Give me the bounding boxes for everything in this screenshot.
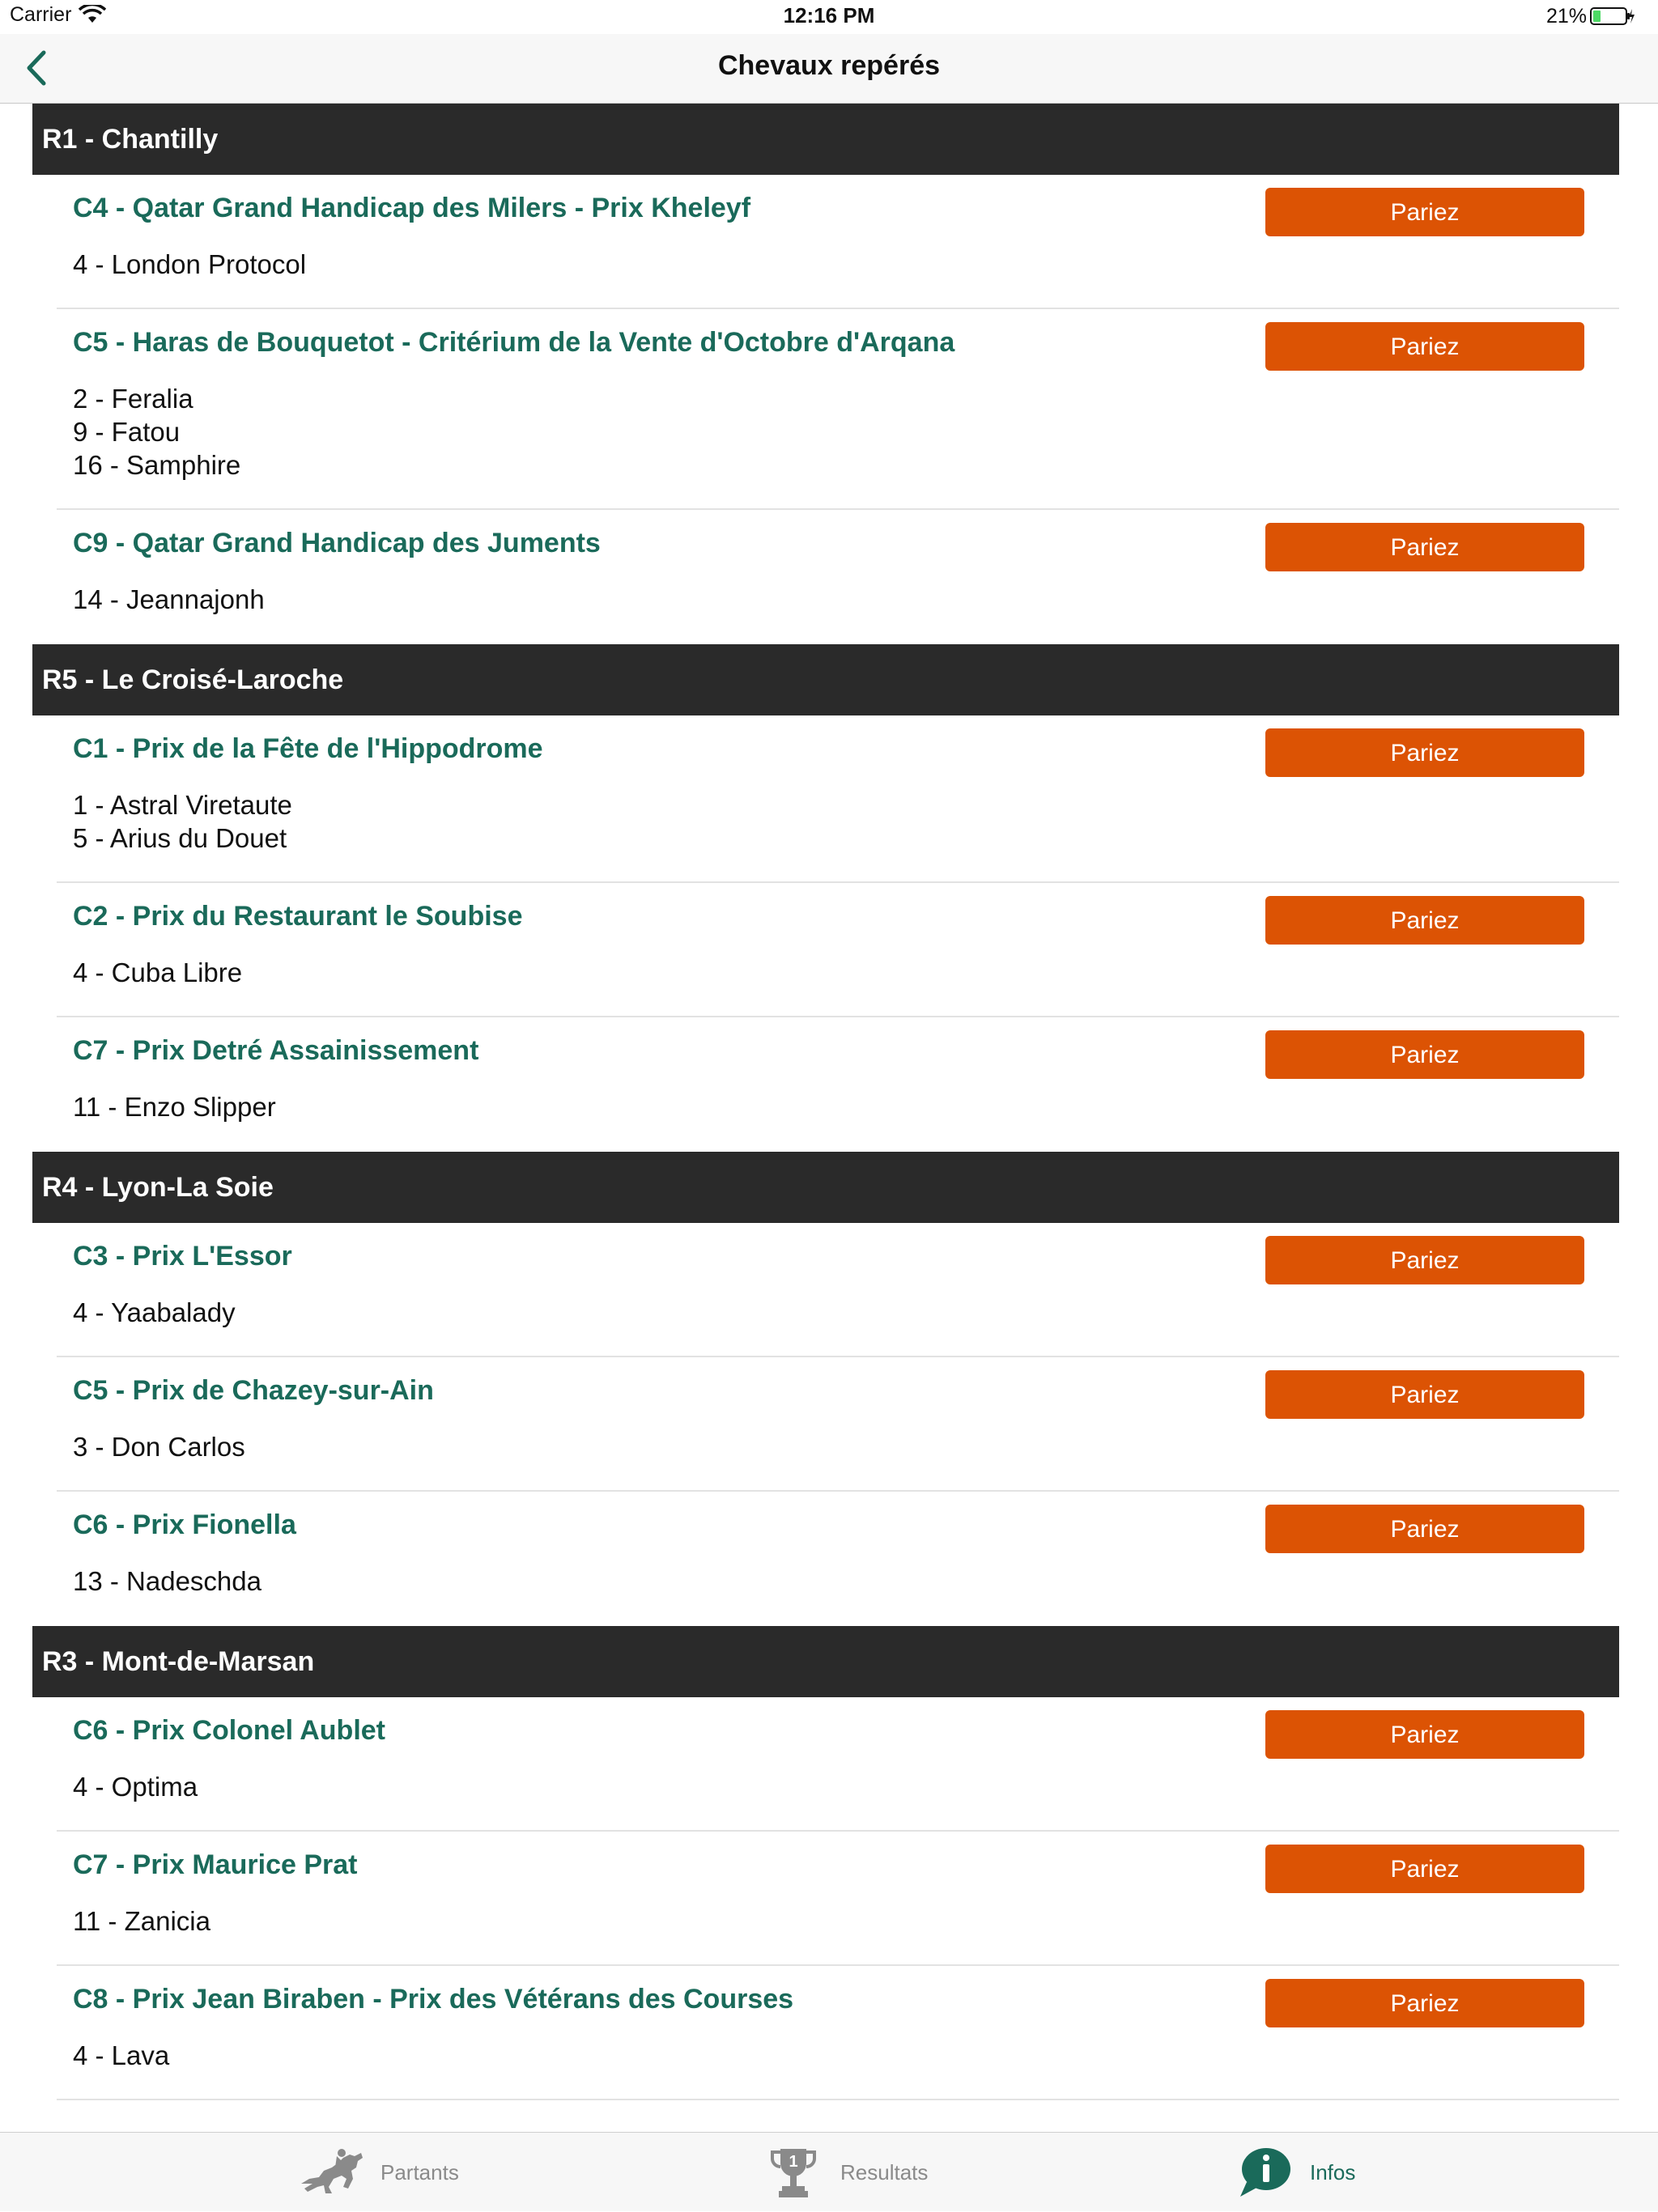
race-row — [57, 175, 1619, 309]
pariez-button[interactable]: Pariez — [1265, 1979, 1584, 2027]
horse-list — [73, 1296, 236, 1329]
pariez-button[interactable]: Pariez — [1265, 523, 1584, 571]
horse-list — [73, 1090, 276, 1123]
tab-label: Resultats — [840, 2159, 929, 2184]
horse-list — [73, 1430, 245, 1463]
trophy-icon — [769, 2146, 818, 2199]
horse-entry: 4 - Yaabalady — [73, 1297, 236, 1327]
race-row — [57, 1017, 1619, 1152]
horse-entry: 9 - Fatou — [73, 417, 181, 447]
trophy-badge: 1 — [789, 2153, 798, 2171]
tab-partants[interactable] — [296, 2133, 459, 2212]
race-title[interactable]: C6 - Prix Colonel Aublet — [73, 1715, 386, 1746]
horse-entry: 4 - Optima — [73, 1772, 198, 1802]
meeting-header: R1 - Chantilly — [32, 104, 1619, 175]
race-title[interactable]: C2 - Prix du Restaurant le Soubise — [73, 901, 523, 932]
tab-infos[interactable] — [1239, 2133, 1355, 2212]
pariez-button[interactable]: Pariez — [1265, 1505, 1584, 1553]
pariez-button[interactable]: Pariez — [1265, 188, 1584, 236]
horse-list — [73, 1770, 198, 1803]
pariez-button[interactable]: Pariez — [1265, 1710, 1584, 1759]
horse-entry: 4 - London Protocol — [73, 249, 307, 279]
horse-entry: 4 - Cuba Libre — [73, 957, 243, 987]
horse-list — [73, 2039, 169, 2072]
race-title[interactable]: C5 - Prix de Chazey-sur-Ain — [73, 1375, 434, 1406]
race-row — [57, 1697, 1619, 1832]
horse-entry: 11 - Enzo Slipper — [73, 1092, 276, 1122]
horse-list — [73, 1904, 210, 1938]
tab-bar — [0, 2132, 1658, 2211]
race-row — [57, 309, 1619, 510]
horse-entry: 16 - Samphire — [73, 450, 241, 480]
meeting-header: R4 - Lyon-La Soie — [32, 1152, 1619, 1223]
race-title[interactable]: C7 - Prix Maurice Prat — [73, 1849, 358, 1880]
race-row — [57, 1832, 1619, 1966]
race-row — [57, 1223, 1619, 1357]
tab-resultats[interactable] — [769, 2133, 928, 2212]
race-title[interactable]: C5 - Haras de Bouquetot - Critérium de la Vente d'Octobre d'Arqana — [73, 327, 955, 358]
status-bar — [0, 0, 1658, 34]
horse-entry: 2 - Feralia — [73, 384, 193, 414]
pariez-button[interactable]: Pariez — [1265, 1845, 1584, 1893]
pariez-button[interactable]: Pariez — [1265, 728, 1584, 777]
horse-entry: 14 - Jeannajonh — [73, 584, 265, 614]
race-title[interactable]: C9 - Qatar Grand Handicap des Juments — [73, 528, 601, 558]
race-list — [32, 104, 1619, 2100]
horse-list — [73, 248, 306, 281]
pariez-button[interactable]: Pariez — [1265, 1030, 1584, 1079]
race-title[interactable]: C3 - Prix L'Essor — [73, 1241, 292, 1272]
pariez-button[interactable]: Pariez — [1265, 896, 1584, 945]
navigation-bar — [0, 34, 1658, 104]
horse-entry: 1 - Astral Viretaute — [73, 790, 292, 820]
pariez-button[interactable]: Pariez — [1265, 322, 1584, 371]
tab-label: Partants — [380, 2159, 459, 2184]
race-row — [57, 1492, 1619, 1626]
horse-list — [73, 788, 292, 855]
battery-icon — [1590, 6, 1635, 30]
race-row — [57, 1357, 1619, 1492]
horse-icon — [296, 2146, 369, 2198]
tab-label: Infos — [1310, 2159, 1356, 2184]
race-title[interactable]: C4 - Qatar Grand Handicap des Milers - Prix Kheleyf — [73, 193, 751, 223]
horse-list — [73, 382, 240, 482]
horse-entry: 3 - Don Carlos — [73, 1432, 245, 1462]
horse-list — [73, 1565, 261, 1598]
race-title[interactable]: C7 - Prix Detré Assainissement — [73, 1035, 479, 1066]
info-icon — [1239, 2146, 1292, 2198]
race-title[interactable]: C6 - Prix Fionella — [73, 1509, 296, 1540]
meeting-header: R5 - Le Croisé-Laroche — [32, 644, 1619, 715]
race-title[interactable]: C1 - Prix de la Fête de l'Hippodrome — [73, 733, 543, 764]
horse-entry: 13 - Nadeschda — [73, 1566, 261, 1596]
meeting-header: R3 - Mont-de-Marsan — [32, 1626, 1619, 1697]
horse-list — [73, 956, 242, 989]
horse-entry: 11 - Zanicia — [73, 1906, 210, 1936]
race-row — [57, 715, 1619, 883]
pariez-button[interactable]: Pariez — [1265, 1236, 1584, 1284]
page-title: Chevaux repérés — [717, 50, 941, 81]
carrier-label: Carrier — [10, 3, 72, 26]
race-row — [57, 510, 1619, 644]
race-title[interactable]: C8 - Prix Jean Biraben - Prix des Vétérans des Courses — [73, 1984, 794, 2015]
race-row — [57, 1966, 1619, 2100]
horse-entry: 5 - Arius du Douet — [73, 823, 287, 853]
horse-list — [73, 583, 265, 616]
pariez-button[interactable]: Pariez — [1265, 1370, 1584, 1419]
horse-entry: 4 - Lava — [73, 2040, 170, 2070]
clock: 12:16 PM — [783, 3, 875, 28]
battery-percent: 21% — [1545, 5, 1587, 28]
race-row — [57, 883, 1619, 1017]
